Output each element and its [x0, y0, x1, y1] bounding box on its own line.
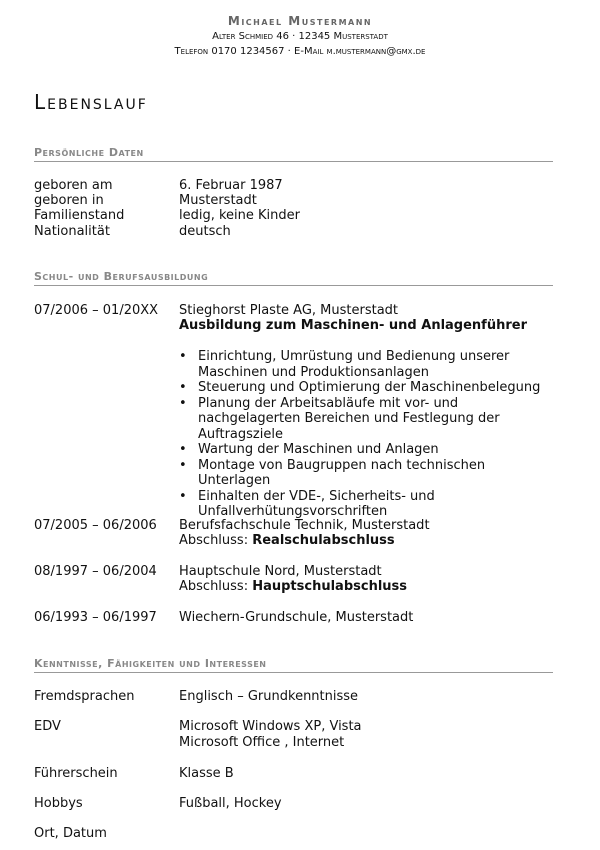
contact-line: Telefon 0170 1234567 · E-Mail m.mustermann@gmx.de [174, 46, 426, 57]
entry-institution: Berufsfachschule Technik, Musterstadt [179, 518, 430, 533]
task-list [179, 349, 559, 520]
list-item: • Wartung der Maschinen und Anlagen [179, 442, 559, 458]
degree-name: Realschulabschluss [252, 533, 395, 548]
row-label: geboren in [34, 193, 104, 208]
row-label: Hobbys [34, 796, 83, 811]
entry-period: 07/2005 – 06/2006 [34, 518, 157, 533]
degree-line [179, 579, 564, 594]
list-item: • Planung der Arbeitsabläufe mit vor- und nachgelagerten Bereichen und Festlegung der Auftragsziele [179, 396, 559, 443]
list-item: • Montage von Baugruppen nach technischen Unterlagen [179, 458, 559, 489]
row-label: geboren am [34, 178, 113, 193]
row-value: Microsoft Office , Internet [179, 735, 345, 750]
row-label: Ort, Datum [34, 826, 107, 841]
degree-name: Hauptschulabschluss [252, 579, 408, 594]
entry-period: 06/1993 – 06/1997 [34, 610, 157, 625]
row-value: Klasse B [179, 766, 234, 781]
entry-period: 07/2006 – 01/20XX [34, 303, 159, 318]
row-value: 6. Februar 1987 [179, 178, 283, 193]
section-heading-skills: Kenntnisse, Fähigkeiten und Interessen [34, 657, 553, 673]
row-value: Musterstadt [179, 193, 257, 208]
entry-institution: Wiechern-Grundschule, Musterstadt [179, 610, 414, 625]
document-title: Lebenslauf [34, 90, 148, 114]
cv-header [0, 14, 600, 59]
row-value: Englisch – Grundkenntnisse [179, 689, 359, 704]
list-item: • Einrichtung, Umrüstung und Bedienung unserer Maschinen und Produktionsanlagen [179, 349, 559, 380]
list-item: • Einhalten der VDE-, Sicherheits- und Unfallverhütungsvorschriften [179, 489, 559, 520]
row-value: Fußball, Hockey [179, 796, 282, 811]
address-line: Alter Schmied 46 · 12345 Musterstadt [212, 31, 388, 42]
degree-prefix: Abschluss: [179, 533, 253, 548]
row-label: Fremdsprachen [34, 689, 135, 704]
degree-prefix: Abschluss: [179, 579, 253, 594]
section-heading-education: Schul- und Berufsausbildung [34, 270, 553, 286]
row-value: deutsch [179, 224, 231, 239]
row-label: EDV [34, 719, 61, 734]
entry-title: Ausbildung zum Maschinen- und Anlagenführer [179, 318, 527, 333]
entry-period: 08/1997 – 06/2004 [34, 564, 157, 579]
row-value: Microsoft Windows XP, Vista [179, 719, 362, 734]
row-label: Nationalität [34, 224, 110, 239]
list-item: • Steuerung und Optimierung der Maschinenbelegung [179, 380, 559, 396]
applicant-name: Michael Mustermann [227, 14, 373, 28]
entry-institution: Hauptschule Nord, Musterstadt [179, 564, 382, 579]
row-label: Familienstand [34, 208, 125, 223]
entry-institution: Stieghorst Plaste AG, Musterstadt [179, 303, 399, 318]
row-value: ledig, keine Kinder [179, 208, 301, 223]
degree-line [179, 533, 564, 548]
section-heading-personal: Persönliche Daten [34, 146, 553, 162]
row-label: Führerschein [34, 766, 118, 781]
